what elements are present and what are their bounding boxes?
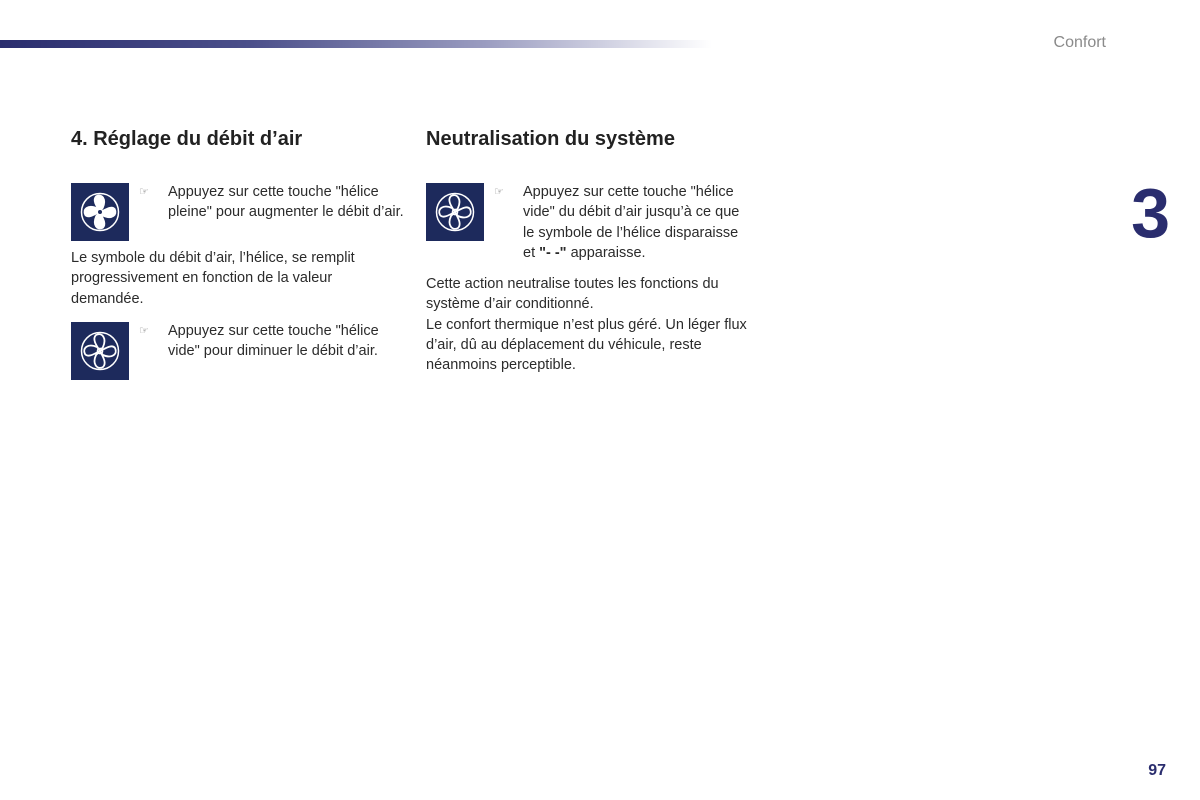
- fan-full-icon: [71, 183, 129, 241]
- instruction-neutralise: [426, 182, 756, 261]
- pointing-hand-icon: ☞: [139, 324, 149, 337]
- instruction-increase: [71, 182, 404, 240]
- fan-empty-icon: [426, 183, 484, 241]
- dash-symbol: "- -": [539, 244, 567, 261]
- instruction-text: [523, 182, 753, 263]
- fan-empty-icon: [71, 322, 129, 380]
- section-title-system-off: Neutralisation du système: [426, 128, 675, 150]
- page-number: 97: [1148, 762, 1166, 779]
- instruction-text-part2: apparaisse.: [566, 244, 646, 261]
- chapter-number: 3: [1131, 174, 1168, 252]
- instruction-text: Appuyez sur cette touche "hélice pleine" pour augmenter le débit d’air.: [168, 184, 404, 221]
- instruction-text-part1: Appuyez sur cette touche "hélice vide" du débit d’air jusqu’à ce que le symbole de l’hélice disparaisse et: [523, 184, 740, 261]
- section-system-off: [426, 126, 756, 375]
- neutralise-line-2: Le confort thermique n’est plus géré. Un léger flux d’air, dû au déplacement du véhicule, reste néanmoins perceptible.: [426, 316, 747, 374]
- neutralise-line-1: Cette action neutralise toutes les fonctions du système d’air conditionné.: [426, 276, 719, 313]
- neutralise-paragraph: [426, 274, 756, 375]
- header-gradient-bar: [0, 40, 712, 48]
- fan-symbol-paragraph: Le symbole du débit d’air, l’hélice, se remplit progressivement en fonction de la valeur demandée.: [71, 250, 355, 307]
- section-title-air-flow: 4. Réglage du débit d’air: [71, 128, 303, 150]
- section-label: Confort: [1053, 34, 1106, 51]
- pointing-hand-icon: ☞: [139, 186, 149, 198]
- instruction-decrease: [71, 321, 401, 379]
- section-air-flow: [71, 126, 404, 379]
- pointing-hand-icon: ☞: [494, 186, 504, 198]
- instruction-text: Appuyez sur cette touche "hélice vide" pour diminuer le débit d’air.: [168, 322, 379, 360]
